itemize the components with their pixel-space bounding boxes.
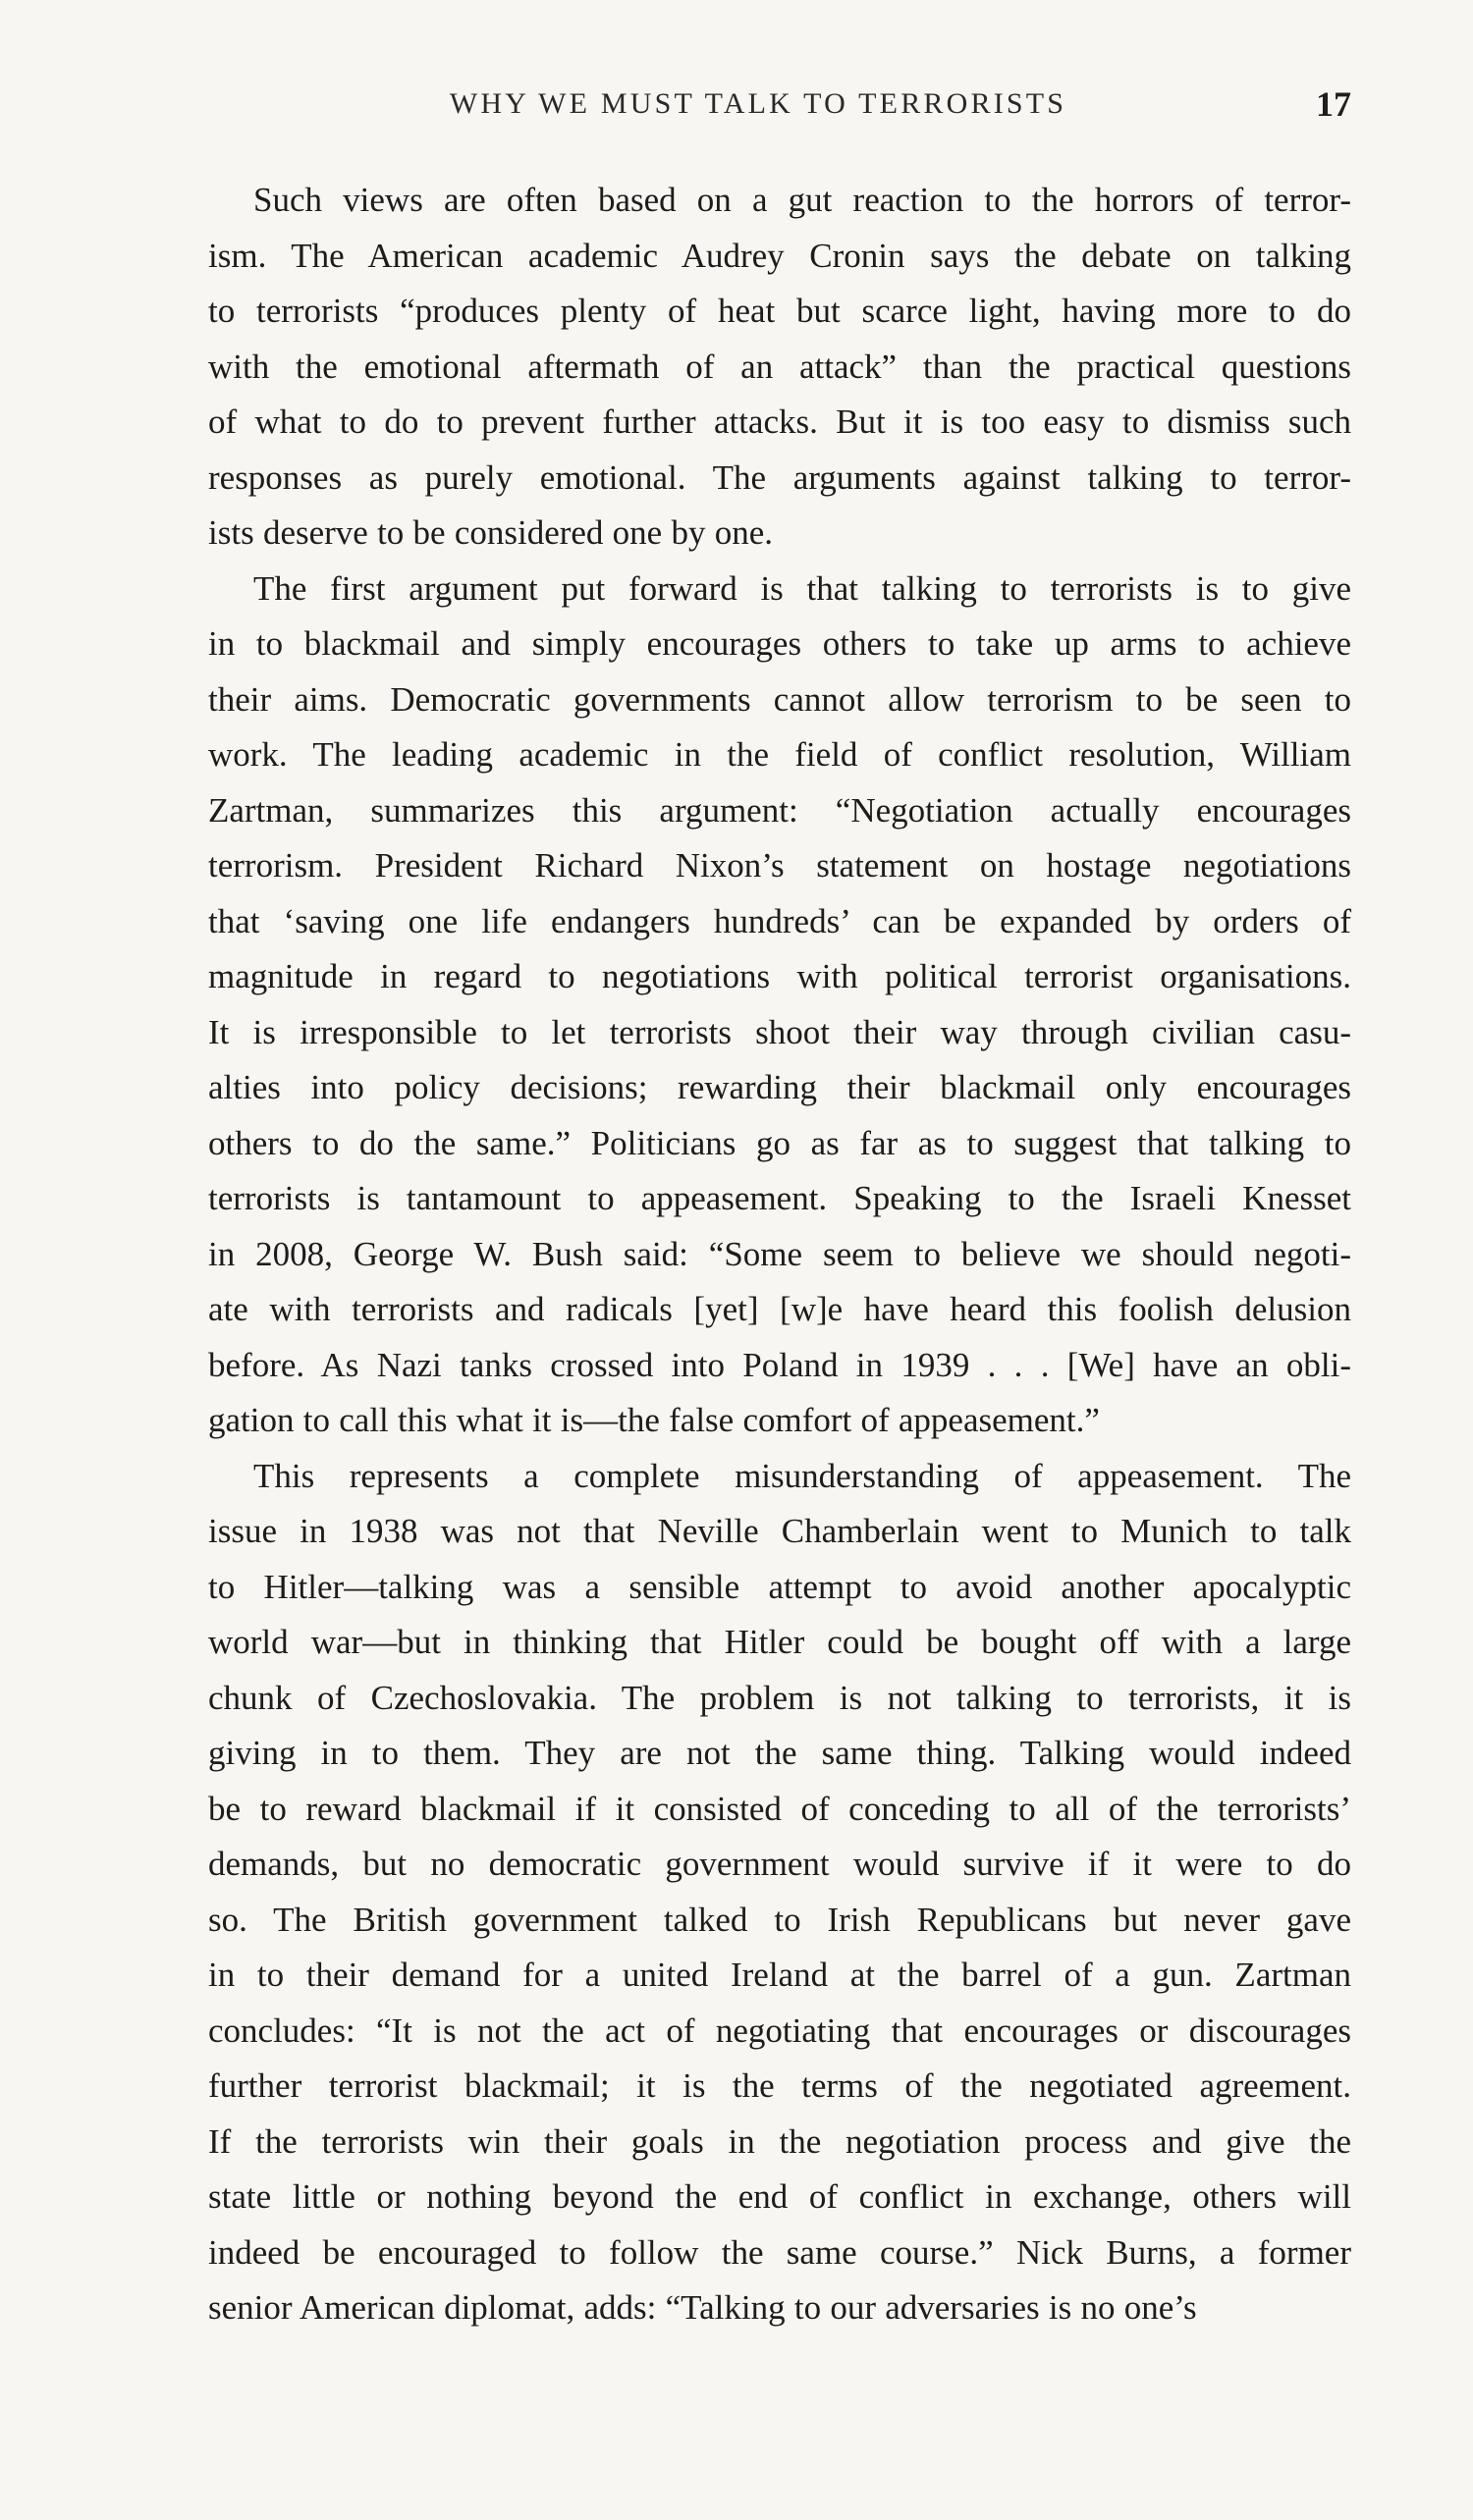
text-line: so. The British government talked to Irish Republicans but never gave xyxy=(208,1900,1351,1939)
text-line: others to do the same.” Politicians go as far as to suggest that talking to xyxy=(208,1123,1351,1162)
text-line: in to their demand for a united Ireland at the barrel of a gun. Zartman xyxy=(208,1956,1351,1994)
text-line: ism. The American academic Audrey Cronin says the debate on talking xyxy=(208,236,1351,275)
text-line: gation to call this what it is—the false comfort of appeasement.” xyxy=(208,1401,1100,1439)
running-title: WHY WE MUST TALK TO TERRORISTS xyxy=(449,87,1067,120)
text-line: chunk of Czechoslovakia. The problem is not talking to terrorists, it is xyxy=(208,1678,1351,1717)
text-line: This represents a complete misunderstanding of appeasement. The xyxy=(253,1456,1351,1495)
text-line: before. As Nazi tanks crossed into Poland in 1939 . . . [We] have an obli- xyxy=(208,1345,1351,1384)
text-line: indeed be encouraged to follow the same course.” Nick Burns, a former xyxy=(208,2232,1351,2272)
page-number: 17 xyxy=(1316,84,1351,124)
text-line: in to blackmail and simply encourages others to take up arms to achieve xyxy=(208,624,1351,663)
text-line: of what to do to prevent further attacks. But it is too easy to dismiss such xyxy=(208,402,1351,441)
text-line: with the emotional aftermath of an attack” than the practical questions xyxy=(208,347,1351,386)
text-line: be to reward blackmail if it consisted of conceding to all of the terrorists’ xyxy=(208,1789,1351,1828)
text-line: to Hitler—talking was a sensible attempt to avoid another apocalyptic xyxy=(208,1567,1351,1606)
text-line: giving in to them. They are not the same thing. Talking would indeed xyxy=(208,1734,1351,1772)
text-line: terrorism. President Richard Nixon’s statement on hostage negotiations xyxy=(208,846,1351,885)
text-line: state little or nothing beyond the end of conflict in exchange, others will xyxy=(208,2177,1351,2216)
text-line: that ‘saving one life endangers hundreds’ can be expanded by orders of xyxy=(208,901,1351,940)
text-line: If the terrorists win their goals in the negotiation process and give the xyxy=(208,2121,1351,2161)
text-line: senior American diplomat, adds: “Talking to our adversaries is no one’s xyxy=(208,2288,1197,2327)
text-line: The first argument put forward is that talking to terrorists is to give xyxy=(253,568,1351,608)
text-line: work. The leading academic in the field of conflict resolution, William xyxy=(208,735,1351,774)
running-head xyxy=(208,80,1351,128)
paragraph xyxy=(208,1449,1351,2336)
text-line: responses as purely emotional. The arguments against talking to terror- xyxy=(208,457,1351,497)
text-line: ate with terrorists and radicals [yet] [w]e have heard this foolish delusion xyxy=(208,1290,1351,1328)
paragraph xyxy=(208,173,1351,562)
text-line: terrorists is tantamount to appeasement. Speaking to the Israeli Knesset xyxy=(208,1179,1351,1217)
text-line: Such views are often based on a gut reaction to the horrors of terror- xyxy=(253,181,1351,219)
text-line: world war—but in thinking that Hitler could be bought off with a large xyxy=(208,1623,1351,1661)
text-line: ists deserve to be considered one by one. xyxy=(208,513,774,552)
text-line: alties into policy decisions; rewarding their blackmail only encourages xyxy=(208,1068,1351,1106)
text-line: in 2008, George W. Bush said: “Some seem to believe we should negoti- xyxy=(208,1234,1351,1273)
body-text xyxy=(208,173,1351,2336)
text-line: demands, but no democratic government would survive if it were to do xyxy=(208,1845,1351,1883)
text-line: Zartman, summarizes this argument: “Negotiation actually encourages xyxy=(208,790,1351,830)
text-line: It is irresponsible to let terrorists shoot their way through civilian casu- xyxy=(208,1012,1351,1051)
text-line: their aims. Democratic governments cannot allow terrorism to be seen to xyxy=(208,679,1351,719)
text-line: to terrorists “produces plenty of heat but scarce light, having more to do xyxy=(208,292,1351,330)
text-line: concludes: “It is not the act of negotiating that encourages or discourages xyxy=(208,2011,1351,2050)
text-line: magnitude in regard to negotiations with political terrorist organisations. xyxy=(208,957,1351,995)
text-line: issue in 1938 was not that Neville Chamberlain went to Munich to talk xyxy=(208,1512,1351,1550)
text-line: further terrorist blackmail; it is the terms of the negotiated agreement. xyxy=(208,2066,1351,2105)
paragraph xyxy=(208,562,1351,1449)
